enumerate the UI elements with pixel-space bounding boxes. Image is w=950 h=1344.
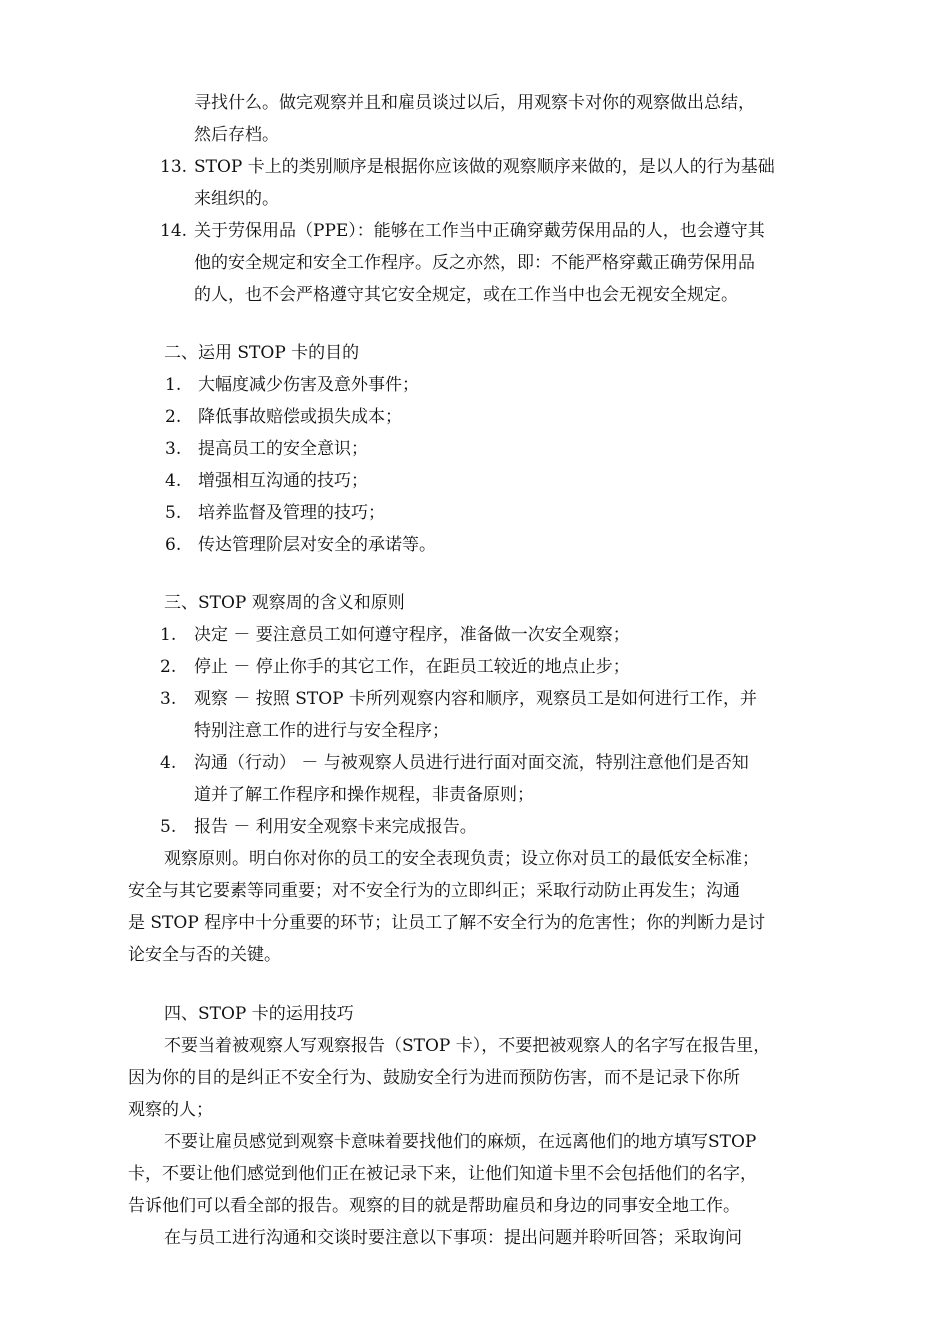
list-item-text: 报告 － 利用安全观察卡来完成报告。 bbox=[194, 817, 477, 837]
list-item-text: 停止 － 停止你手的其它工作，在距员工较近的地点止步； bbox=[194, 657, 630, 677]
list-item-number: 2. bbox=[165, 407, 182, 427]
list-item-number: 3. bbox=[160, 689, 177, 709]
paragraph-line: 观察的人； bbox=[128, 1100, 213, 1120]
list-item-text: 观察 － 按照 STOP 卡所列观察内容和顺序，观察员工是如何进行工作，并 bbox=[194, 689, 757, 709]
item-14-line: 他的安全规定和安全工作程序。反之亦然，即：不能严格穿戴正确劳保用品 bbox=[194, 253, 755, 273]
list-item-number: 1. bbox=[160, 625, 177, 645]
paragraph-line: 告诉他们可以看全部的报告。观察的目的就是帮助雇员和身边的同事安全地工作。 bbox=[128, 1196, 740, 1216]
list-item-text: 培养监督及管理的技巧； bbox=[198, 503, 385, 523]
list-item-text: 提高员工的安全意识； bbox=[198, 439, 368, 459]
section-2-heading: 二、运用 STOP 卡的目的 bbox=[164, 343, 360, 363]
principles-line: 论安全与否的关键。 bbox=[128, 945, 281, 965]
list-item-number: 4. bbox=[160, 753, 177, 773]
list-item-text: 沟通（行动） － 与被观察人员进行进行面对面交流，特别注意他们是否知 bbox=[194, 753, 749, 773]
item-13-number: 13. bbox=[160, 157, 188, 177]
item-14-line: 关于劳保用品（PPE）：能够在工作当中正确穿戴劳保用品的人，也会遵守其 bbox=[194, 221, 765, 241]
paragraph-line: 卡，不要让他们感觉到他们正在被记录下来，让他们知道卡里不会包括他们的名字， bbox=[128, 1164, 757, 1184]
list-item-text: 决定 － 要注意员工如何遵守程序，准备做一次安全观察； bbox=[194, 625, 630, 645]
list-item-text: 道并了解工作程序和操作规程，非责备原则； bbox=[194, 785, 534, 805]
item-13-line: 来组织的。 bbox=[194, 189, 279, 209]
continued-item-line: 然后存档。 bbox=[194, 125, 279, 145]
list-item-text: 降低事故赔偿或损失成本； bbox=[198, 407, 402, 427]
principles-line: 安全与其它要素等同重要；对不安全行为的立即纠正；采取行动防止再发生；沟通 bbox=[128, 881, 740, 901]
list-item-number: 5. bbox=[160, 817, 177, 837]
list-item-text: 大幅度减少伤害及意外事件； bbox=[198, 375, 419, 395]
section-4-heading: 四、STOP 卡的运用技巧 bbox=[164, 1004, 354, 1024]
list-item-number: 6. bbox=[165, 535, 182, 555]
item-14-number: 14. bbox=[160, 221, 188, 241]
list-item-number: 1. bbox=[165, 375, 182, 395]
continued-item-line: 寻找什么。做完观察并且和雇员谈过以后，用观察卡对你的观察做出总结， bbox=[194, 93, 755, 113]
item-13-line: STOP 卡上的类别顺序是根据你应该做的观察顺序来做的，是以人的行为基础 bbox=[194, 157, 775, 177]
list-item-text: 增强相互沟通的技巧； bbox=[198, 471, 368, 491]
list-item-number: 2. bbox=[160, 657, 177, 677]
list-item-text: 传达管理阶层对安全的承诺等。 bbox=[198, 535, 436, 555]
list-item-number: 3. bbox=[165, 439, 182, 459]
list-item-number: 4. bbox=[165, 471, 182, 491]
list-item-text: 特别注意工作的进行与安全程序； bbox=[194, 721, 449, 741]
principles-line: 是 STOP 程序中十分重要的环节；让员工了解不安全行为的危害性；你的判断力是讨 bbox=[128, 913, 766, 933]
list-item-number: 5. bbox=[165, 503, 182, 523]
item-14-line: 的人，也不会严格遵守其它安全规定，或在工作当中也会无视安全规定。 bbox=[194, 285, 738, 305]
paragraph-line: 因为你的目的是纠正不安全行为、鼓励安全行为进而预防伤害，而不是记录下你所 bbox=[128, 1068, 740, 1088]
paragraph-line: 不要当着被观察人写观察报告（STOP 卡），不要把被观察人的名字写在报告里， bbox=[164, 1036, 771, 1056]
paragraph-line: 在与员工进行沟通和交谈时要注意以下事项：提出问题并聆听回答；采取询问 bbox=[164, 1228, 742, 1248]
principles-line: 观察原则。明白你对你的员工的安全表现负责；设立你对员工的最低安全标准； bbox=[164, 849, 759, 869]
section-3-heading: 三、STOP 观察周的含义和原则 bbox=[164, 593, 405, 613]
paragraph-line: 不要让雇员感觉到观察卡意味着要找他们的麻烦，在远离他们的地方填写STOP bbox=[164, 1132, 757, 1152]
